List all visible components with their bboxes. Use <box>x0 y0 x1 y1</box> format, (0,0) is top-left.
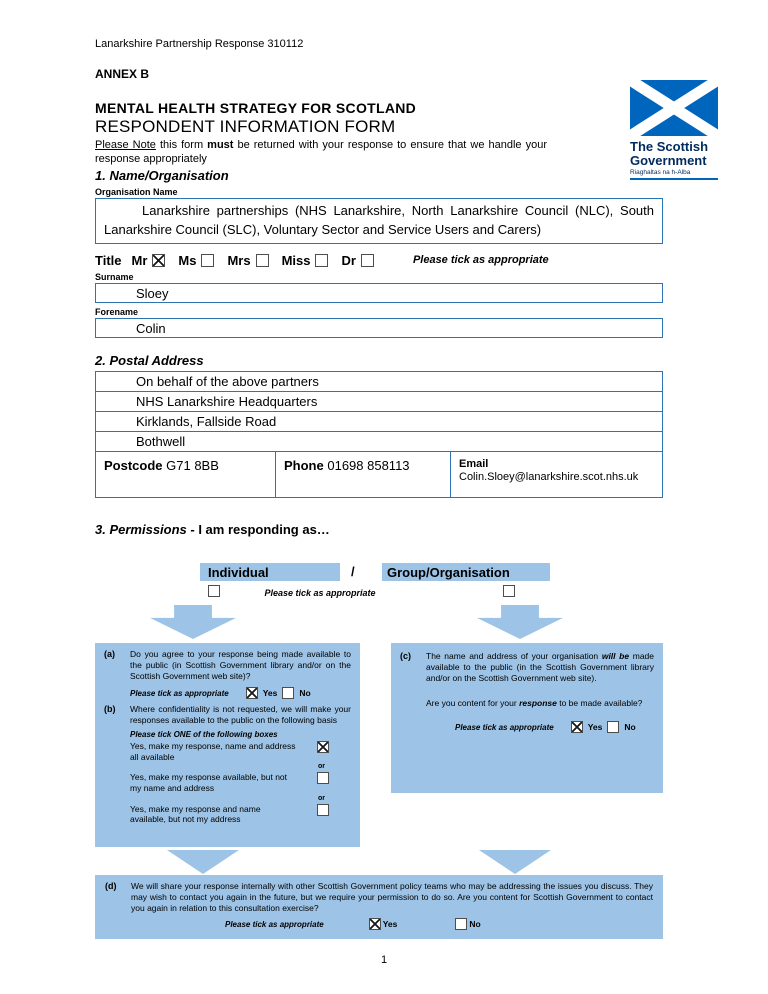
section3-heading-rest: - I am responding as… <box>186 521 330 537</box>
label-c: (c) <box>400 651 411 661</box>
a-yes-checkbox[interactable] <box>246 687 258 699</box>
title-selection-row <box>95 253 663 268</box>
arrow-down-individual-icon <box>150 605 236 639</box>
question-c <box>400 698 654 709</box>
c-text-pre: The name and address of your organisation <box>426 651 602 661</box>
title-ms-checkbox[interactable] <box>201 254 214 267</box>
title-dr-label: Dr <box>341 252 356 268</box>
question-b <box>104 704 351 726</box>
section1-heading-text: 1. Name/Organisation <box>95 168 229 184</box>
title-ms-label: Ms <box>178 252 197 268</box>
surname-field[interactable]: Sloey <box>95 283 663 303</box>
statement-c <box>400 651 654 684</box>
postcode-value: G71 8BB <box>166 457 219 473</box>
scottish-government-logo <box>630 80 722 180</box>
a-yes-label: Yes <box>262 688 278 699</box>
address-line-1[interactable]: On behalf of the above partners <box>96 371 663 391</box>
c-yes-label: Yes <box>587 722 603 733</box>
d-tick-note: Please tick as appropriate <box>225 919 324 929</box>
title-option-mrs <box>227 253 268 268</box>
question-a <box>104 649 351 682</box>
email-cell[interactable] <box>451 451 663 497</box>
individual-label: Individual <box>208 564 269 580</box>
annex-heading: ANNEX B <box>95 67 150 81</box>
slash-separator: / <box>351 564 355 579</box>
address-table-row <box>96 391 663 411</box>
c-text-bold: will be <box>601 651 630 661</box>
statement-c-text <box>426 651 654 684</box>
note-mid: this form <box>155 139 208 151</box>
b-option-2 <box>130 772 351 793</box>
b-option-1 <box>130 741 351 762</box>
section3-heading <box>95 522 663 537</box>
d-no-label: No <box>469 919 481 930</box>
b-tick-one-note: Please tick ONE of the following boxes <box>130 730 278 740</box>
phone-cell[interactable] <box>276 451 451 497</box>
flow-tick-note: Please tick as appropriate <box>264 588 376 598</box>
b-option-2-checkbox[interactable] <box>317 772 329 784</box>
or-label-2: or <box>318 794 325 802</box>
c-question-post: to be made available? <box>556 698 643 709</box>
d-yes-label: Yes <box>382 919 398 930</box>
title-option-miss <box>282 253 329 268</box>
group-organisation-label: Group/Organisation <box>387 564 510 580</box>
c-no-checkbox[interactable] <box>607 721 619 733</box>
label-d: (d) <box>105 881 117 891</box>
address-table <box>95 371 663 498</box>
group-band <box>382 563 550 581</box>
address-table-row <box>96 411 663 431</box>
arrow-down-group-icon <box>477 605 563 639</box>
d-yes-checkbox[interactable] <box>369 918 381 930</box>
label-a: (a) <box>104 649 115 659</box>
b-option-3 <box>130 804 351 825</box>
a-tick-note: Please tick as appropriate <box>130 688 229 698</box>
question-d-text: We will share your response internally with other Scottish Government policy teams who may be addressing the issues you discuss. They may wish to contact you again in the future, but we require your permission to do so. Are you content for Scottish Government to contact you again in relation to this consultation exercise? <box>131 881 653 914</box>
question-c-text <box>426 698 654 709</box>
c-tick-note: Please tick as appropriate <box>455 722 554 732</box>
address-line-2[interactable]: NHS Lanarkshire Headquarters <box>96 391 663 411</box>
b-option-3-text: Yes, make my response and name available, but not my address <box>130 803 261 825</box>
box-c <box>391 643 663 793</box>
title-mr-label: Mr <box>131 252 148 268</box>
forename-label: Forename <box>95 306 139 317</box>
label-b: (b) <box>104 704 116 715</box>
arrow-to-d-right-icon <box>479 850 551 874</box>
title-mrs-checkbox[interactable] <box>256 254 269 267</box>
section2-heading <box>95 353 663 368</box>
surname-label: Surname <box>95 271 134 282</box>
b-option-2-text: Yes, make my response available, but not my name and address <box>130 772 288 794</box>
individual-checkbox[interactable] <box>208 585 220 597</box>
logo-text-line1: The Scottish <box>630 139 709 154</box>
b-option-1-checkbox[interactable] <box>317 741 329 753</box>
title-tick-note: Please tick as appropriate <box>412 254 549 267</box>
question-d-tick-row <box>105 918 653 930</box>
box-d <box>95 875 663 939</box>
question-a-text: Do you agree to your response being made available to the public (in Scottish Government library and/or on the Scottish Government web site)? <box>130 649 351 682</box>
a-no-label: No <box>299 688 311 699</box>
individual-band <box>200 563 340 581</box>
address-table-row <box>96 371 663 391</box>
title-mrs-label: Mrs <box>227 252 251 268</box>
email-label: Email <box>459 457 489 470</box>
title-option-dr <box>341 253 373 268</box>
c-question-pre: Are you content for your <box>426 698 520 709</box>
address-table-row <box>96 431 663 451</box>
postcode-cell[interactable] <box>96 451 276 497</box>
c-no-label: No <box>624 722 636 733</box>
group-checkbox[interactable] <box>503 585 515 597</box>
a-no-checkbox[interactable] <box>282 687 294 699</box>
logo-text-line2: Government <box>630 153 707 169</box>
organisation-name-field[interactable]: Lanarkshire partnerships (NHS Lanarkshire, North Lanarkshire Council (NLC), South Lanarkshire Council (SLC), Voluntary Sector and Service Users and Carers) <box>95 198 663 244</box>
address-line-3[interactable]: Kirklands, Fallside Road <box>96 411 663 431</box>
c-text-post: made available to the public (in the Scottish Government library and/or on the Scottish Government web site). <box>426 651 655 684</box>
title-option-ms <box>178 253 214 268</box>
question-d <box>105 881 653 914</box>
b-option-1-text: Yes, make my response, name and address all available <box>130 741 296 762</box>
d-no-checkbox[interactable] <box>455 918 467 930</box>
page-number: 1 <box>380 954 388 966</box>
box-a-b <box>95 643 360 847</box>
form-title: RESPONDENT INFORMATION FORM <box>95 117 396 136</box>
note-bold: must <box>207 139 234 151</box>
section1-heading <box>95 168 663 183</box>
question-c-tick-row <box>455 721 654 733</box>
note-rest: be returned with your response to ensure that we handle your response appropriately <box>95 139 547 165</box>
title-label: Title <box>95 252 122 268</box>
phone-value: 01698 858113 <box>327 457 410 473</box>
note-underlined: Please Note <box>95 139 156 151</box>
title-miss-label: Miss <box>281 252 311 268</box>
forename-field[interactable]: Colin <box>95 318 663 338</box>
section3-heading-italic: 3. Permissions <box>95 521 187 537</box>
c-question-bold: response <box>519 698 557 709</box>
section2-heading-text: 2. Postal Address <box>95 352 204 368</box>
title-option-mr <box>132 253 166 268</box>
title-miss-checkbox[interactable] <box>315 254 328 267</box>
question-b-text: Where confidentiality is not requested, we will make your responses available to the public on the following basis <box>130 704 351 726</box>
postcode-label: Postcode <box>104 457 163 473</box>
document-title: MENTAL HEALTH STRATEGY FOR SCOTLAND <box>95 100 417 116</box>
phone-label: Phone <box>284 457 324 473</box>
title-mr-checkbox[interactable] <box>152 254 165 267</box>
title-dr-checkbox[interactable] <box>361 254 374 267</box>
saltire-flag-icon <box>630 80 718 136</box>
document-reference: Lanarkshire Partnership Response 310112 <box>95 38 304 50</box>
question-a-tick-row <box>130 687 351 699</box>
contact-row <box>96 451 663 497</box>
arrow-to-d-left-icon <box>167 850 239 874</box>
address-line-4[interactable]: Bothwell <box>96 431 663 451</box>
form-note <box>95 139 547 166</box>
c-yes-checkbox[interactable] <box>571 721 583 733</box>
b-option-3-checkbox[interactable] <box>317 804 329 816</box>
email-value: Colin.Sloey@lanarkshire.scot.nhs.uk <box>459 471 639 484</box>
organisation-name-label: Organisation Name <box>95 187 178 198</box>
permissions-flowchart <box>95 563 663 941</box>
logo-gaelic-text: Riaghaltas na h-Alba <box>630 169 718 180</box>
or-label-1: or <box>318 763 325 771</box>
